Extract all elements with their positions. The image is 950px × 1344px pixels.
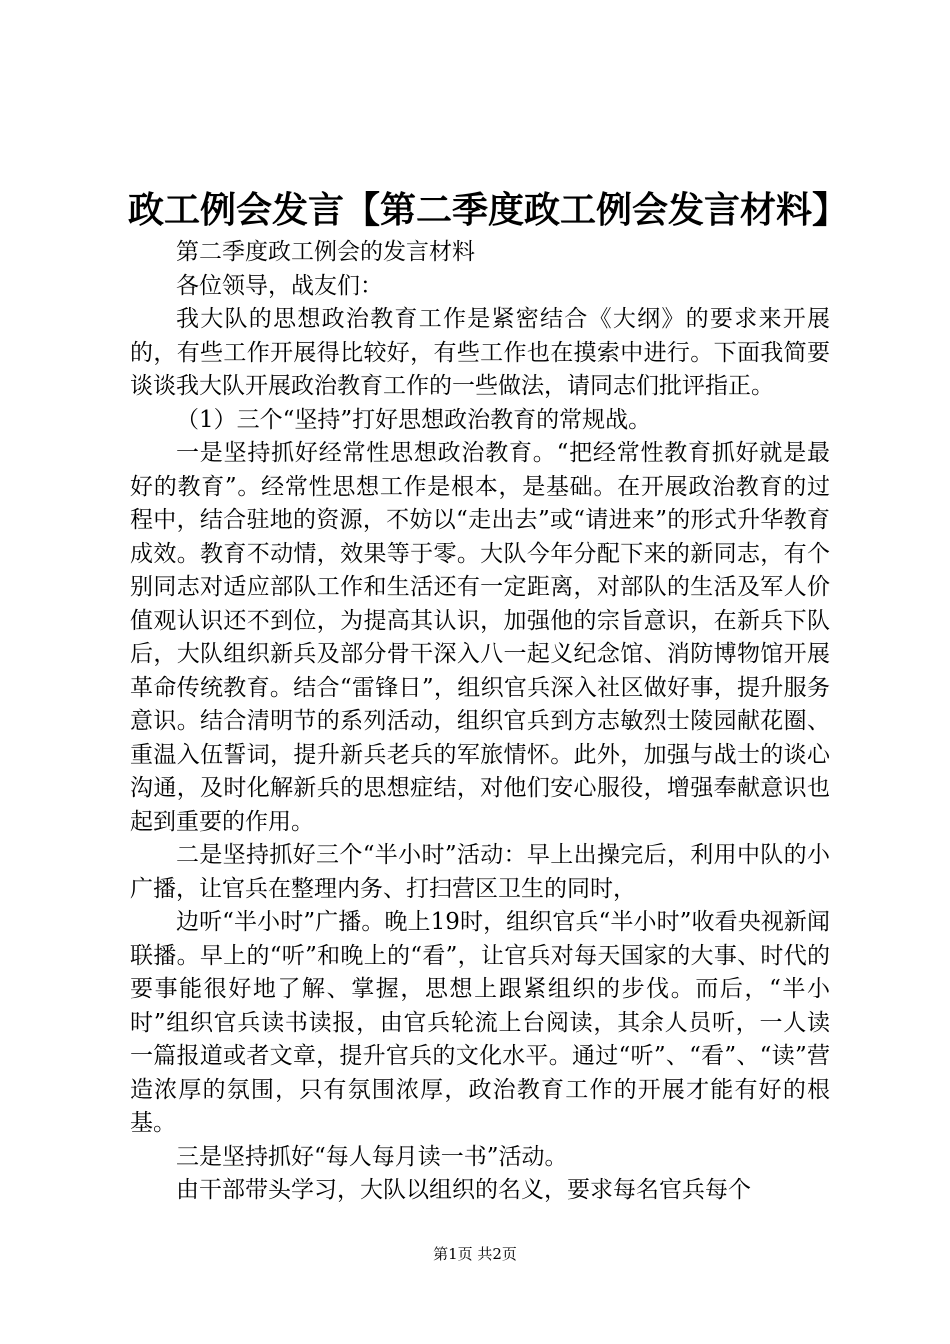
paragraph-section-heading: （1）三个“坚持”打好思想政治教育的常规战。 [176,406,652,433]
paragraph-intro: 我大队的思想政治教育工作是紧密结合《大纲》的要求来开展的，有些工作开展得比较好，有些工作也在摸索中进行。下面我简要谈谈我大队开展政治教育工作的一些做法，请同志们批评指正。 [130,306,830,399]
paragraph-point-two-continued: 边听“半小时”广播。晚上19时，组织官兵“半小时”收看央视新闻联播。早上的“听”和晚上的“看”，让官兵对每天国家的大事、时代的要事能很好地了解、掌握，思想上跟紧组织的步伐。而后，“半小时”组织官兵读书读报，由官兵轮流上台阅读，其余人员听，一人读一篇报道或者文章，提升官兵的文化水平。通过“听”、“看”、“读”营造浓厚的氛围，只有氛围浓厚，政治教育工作的开展才能有好的根基。 [130,909,830,1136]
document-body [130,236,830,1208]
paragraph-point-three: 三是坚持抓好“每人每月读一书”活动。 [176,1143,568,1170]
page-number-footer: 第1页 共2页 [433,1245,517,1263]
paragraph-subtitle: 第二季度政工例会的发言材料 [176,239,475,265]
paragraph-point-one: 一是坚持抓好经常性思想政治教育。“把经常性教育抓好就是最好的教育”。经常性思想工作是根本，是基础。在开展政治教育的过程中，结合驻地的资源，不妨以“走出去”或“请进来”的形式升华教育成效。教育不动情，效果等于零。大队今年分配下来的新同志，有个别同志对适应部队工作和生活还有一定距离，对部队的生活及军人价值观认识还不到位，为提高其认识，加强他的宗旨意识，在新兵下队后，大队组织新兵及部分骨干深入八一起义纪念馆、消防博物馆开展革命传统教育。结合“雷锋日”，组织官兵深入社区做好事，提升服务意识。结合清明节的系列活动，组织官兵到方志敏烈士陵园献花圈、重温入伍誓词，提升新兵老兵的军旅情怀。此外，加强与战士的谈心沟通，及时化解新兵的思想症结，对他们安心服役，增强奉献意识也起到重要的作用。 [130,440,830,835]
paragraph-point-three-detail: 由干部带头学习，大队以组织的名义，要求每名官兵每个 [176,1177,751,1203]
paragraph-salutation: 各位领导，战友们： [176,272,383,299]
document-title: 政工例会发言【第二季度政工例会发言材料】 [128,189,849,231]
paragraph-point-two: 二是坚持抓好三个“半小时”活动：早上出操完后，利用中队的小广播，让官兵在整理内务、打扫营区卫生的同时， [130,842,830,902]
